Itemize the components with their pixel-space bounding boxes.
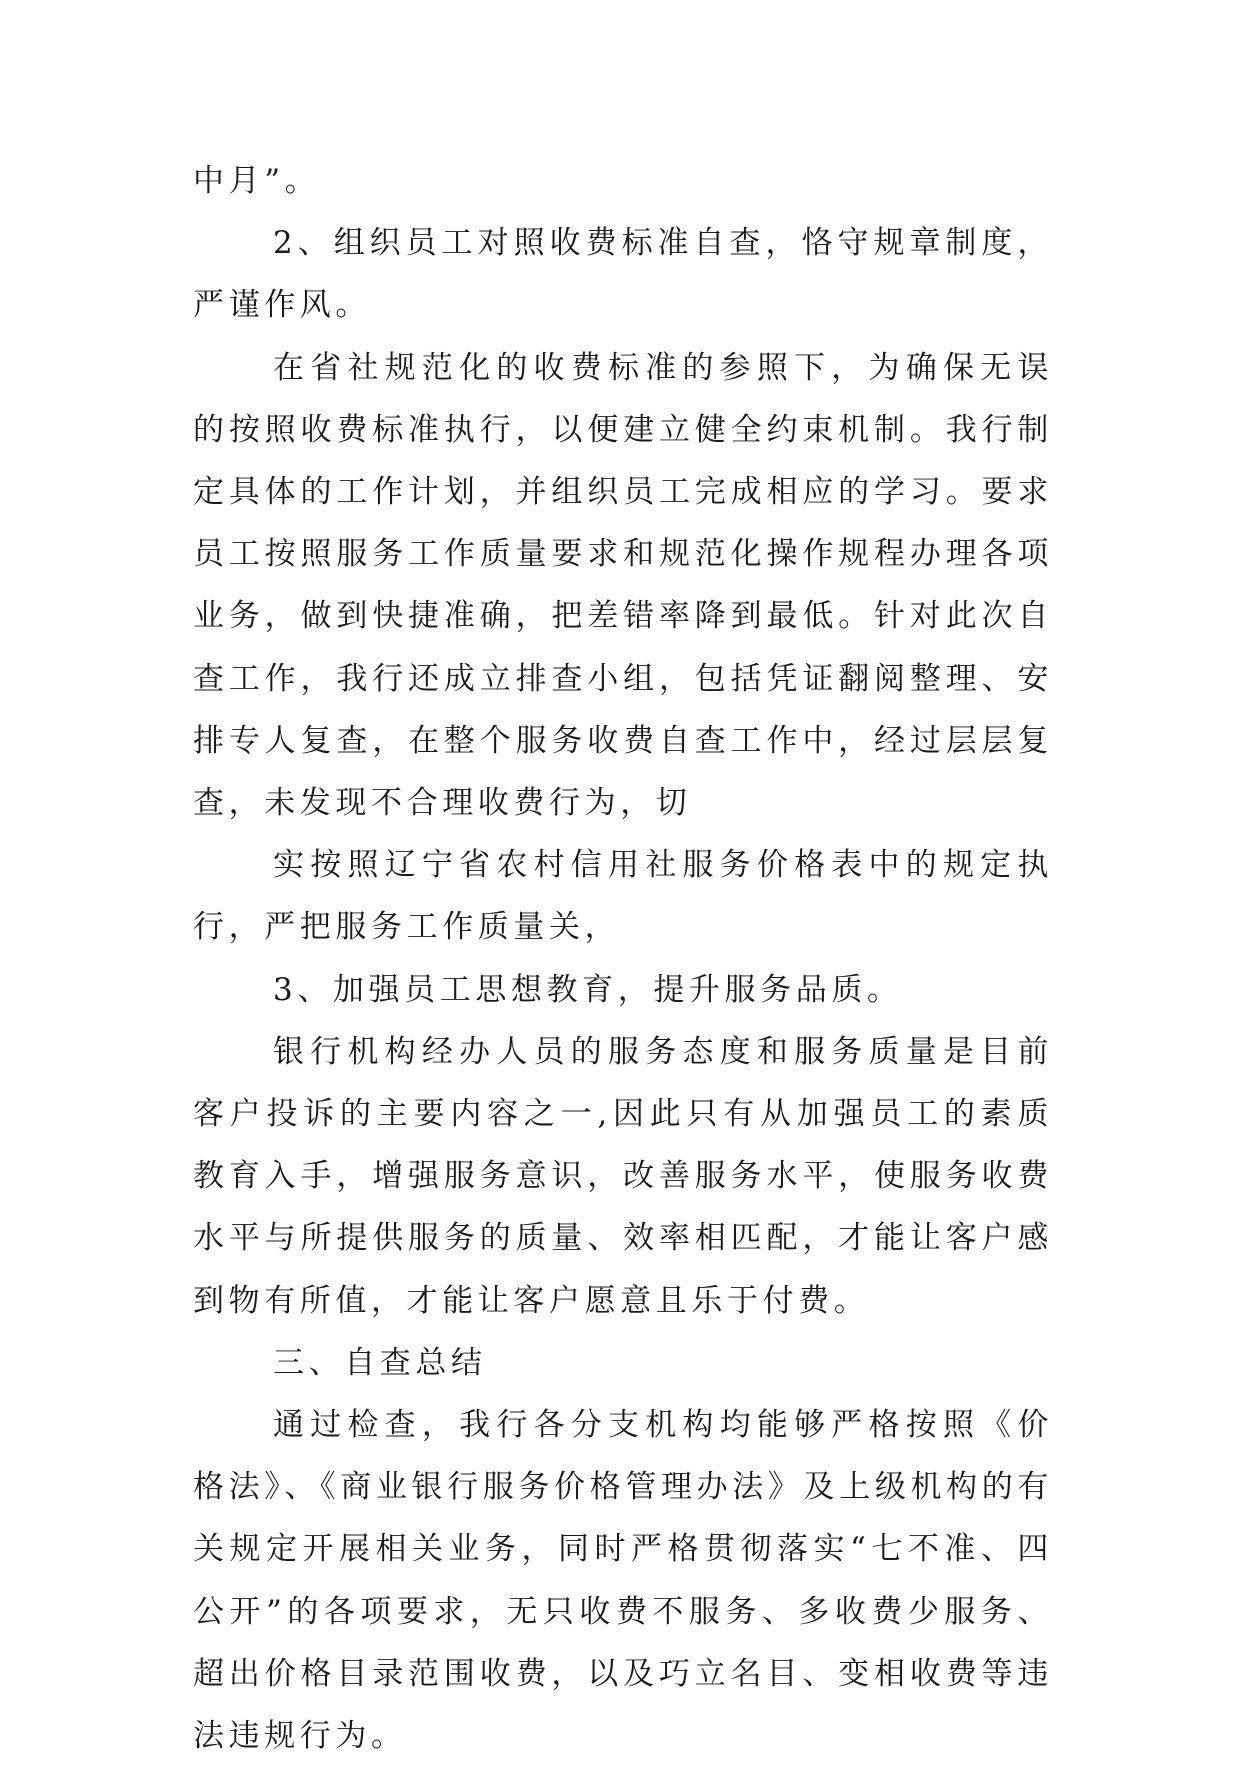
paragraph-staff-education: 银行机构经办人员的服务态度和服务质量是目前客户投诉的主要内容之一,因此只有从加强员工的素质教育入手，增强服务意识，改善服务水平，使服务收费水平与所提供服务的质量、效率相匹配，才能让客户感到物有所值，才能让客户愿意且乐于付费。	[193, 1033, 1053, 1319]
section-heading-summary: 三、自查总结	[273, 1344, 487, 1381]
paragraph-continuation: 中月”。	[193, 163, 321, 199]
paragraph-item-2-heading: 2、组织员工对照收费标准自查，恪守规章制度，严谨作风。	[193, 225, 1053, 324]
paragraph-self-check-details: 在省社规范化的收费标准的参照下，为确保无误的按照收费标准执行，以便建立健全约束机制。我行制定具体的工作计划，并组织员工完成相应的学习。要求员工按照服务工作质量要求和规范化操作规程办理各项业务，做到快捷准确，把差错率降到最低。针对此次自查工作，我行还成立排查小组，包括凭证翻阅整理、安排专人复查，在整个服务收费自查工作中，经过层层复查，未发现不合理收费行为，切	[193, 349, 1053, 822]
paragraph-price-table-compliance: 实按照辽宁省农村信用社服务价格表中的规定执行，严把服务工作质量关，	[193, 847, 1053, 946]
document-body	[193, 150, 1053, 1767]
paragraph-summary: 通过检查，我行各分支机构均能够严格按照《价格法》、《商业银行服务价格管理办法》及上级机构的有关规定开展相关业务，同时严格贯彻落实“七不准、四公开”的各项要求，无只收费不服务、多收费少服务、超出价格目录范围收费，以及巧立名目、变相收费等违法违规行为。	[193, 1407, 1053, 1755]
paragraph-item-3-heading: 3、加强员工思想教育，提升服务品质。	[273, 971, 903, 1008]
